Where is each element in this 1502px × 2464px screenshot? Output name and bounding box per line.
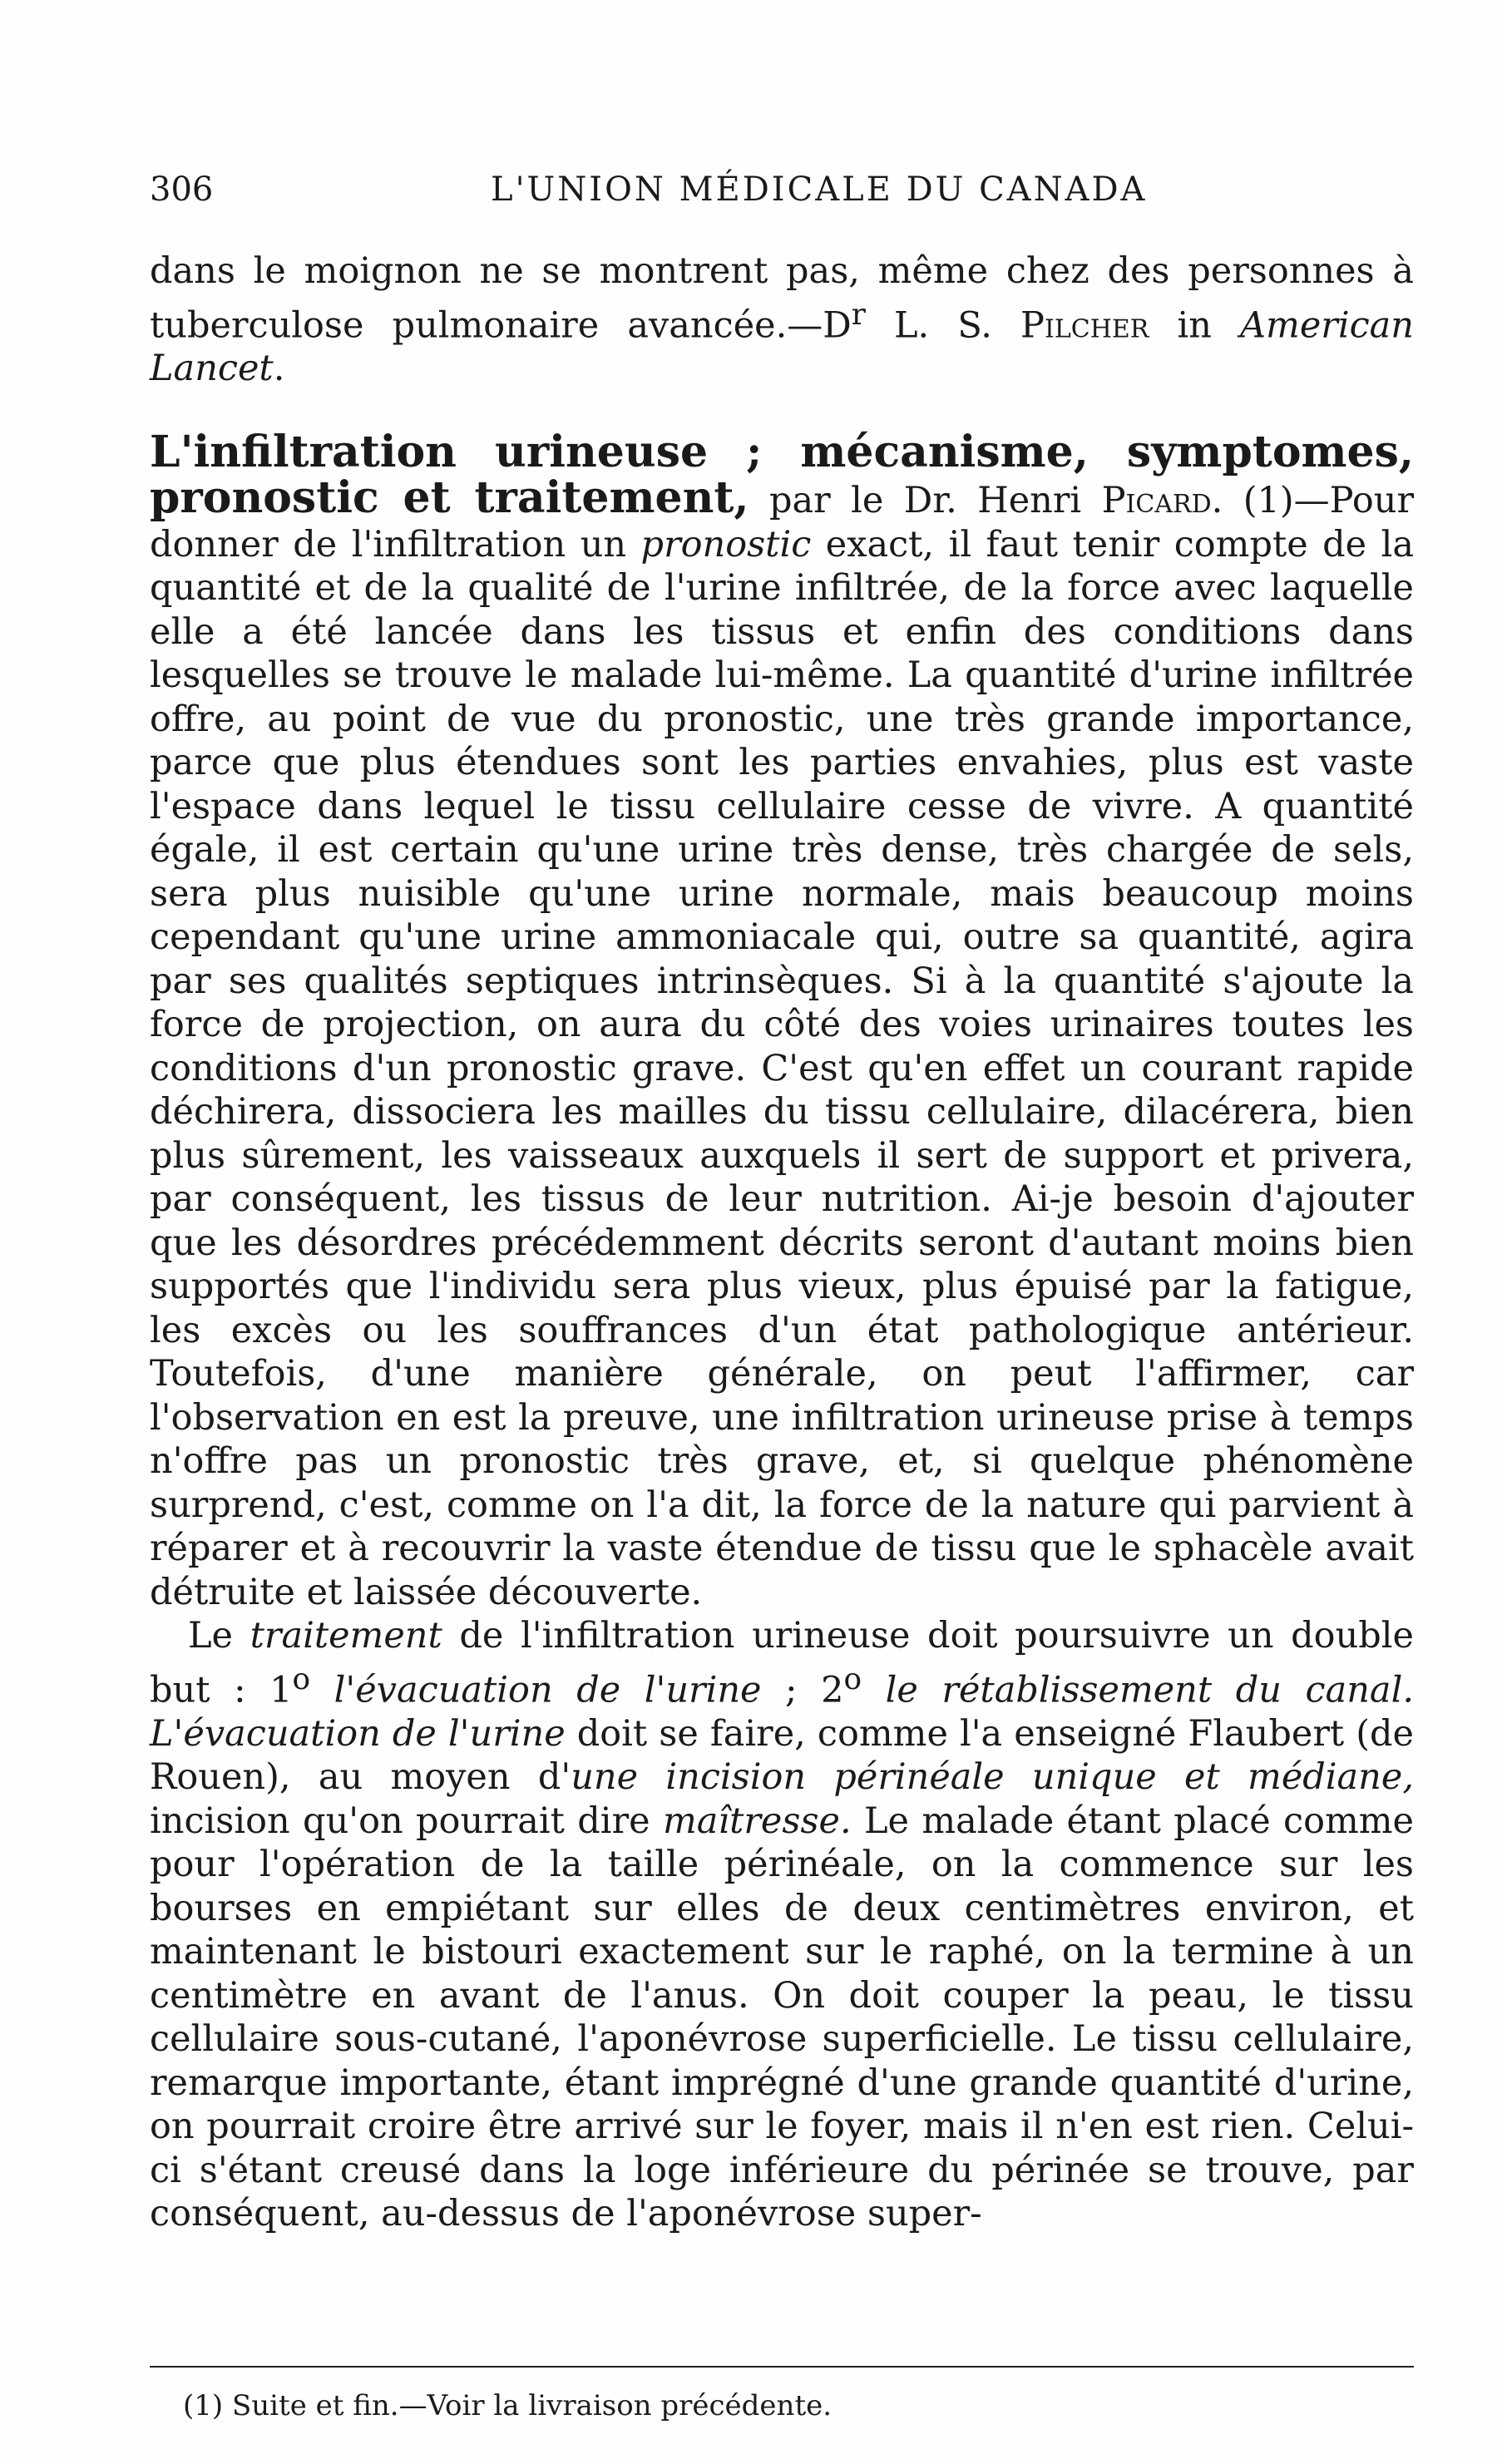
body-text <box>150 249 1414 2236</box>
paragraph-continuation <box>150 249 1414 391</box>
page-number: 306 <box>150 170 214 209</box>
paragraph3-em2: l'évacuation de l'urine <box>334 1669 762 1711</box>
article-title: L'infiltration urineuse ; mécanisme, symptomes, pronostic et traitement, <box>150 426 1414 524</box>
paragraph2-em1: pronostic <box>640 523 812 565</box>
paragraph3-text2: de l'infiltration urineuse doit poursuivre un double but : 1 <box>150 1615 1414 1711</box>
doctor-abbrev-sup: r <box>851 297 866 332</box>
author-pilcher: Pilcher <box>1020 304 1149 346</box>
paragraph3-em5: une incision périnéale unique et médiane, <box>571 1756 1414 1799</box>
paragraph1-text2: L. S. <box>865 304 1021 346</box>
paragraph3-text1: Le <box>188 1615 250 1657</box>
paragraph3-em4: L'évacuation de l'urine <box>150 1712 566 1755</box>
paragraph2-text3: exact, il faut tenir compte de la quantité et de la qualité de l'urine infiltrée, de la force avec laquelle elle a été lancée dans les tissus et enfin des conditions dans lesquelles se trouve le malade lui-même. La quantité d'urine infiltrée offre, au point de vue du pronostic, une très grande importance, parce que plus étendues sont les parties envahies, plus est vaste l'espace dans lequel le tissu cellulaire cesse de vivre. A quantité égale, il est certain qu'une urine très dense, très chargée de sels, sera plus nuisible qu'une urine normale, mais beaucoup moins cependant qu'une urine ammoniacale qui, outre sa quantité, agira par ses qualités septiques intrinsèques. Si à la quantité s'ajoute la force de projection, on aura du côté des voies urinaires toutes les conditions d'un pronostic grave. C'est qu'en effet un courant rapide déchirera, dissociera les mailles du tissu cellulaire, dilacérera, bien plus sûrement, les vaisseaux auxquels il sert de support et privera, par conséquent, les tissus de leur nutrition. Ai-je besoin d'ajouter que les désordres précédemment décrits seront d'autant moins bien supportés que l'individu sera plus vieux, plus épuisé par la fatigue, les excès ou les souffrances d'un état pathologique antérieur. Toutefois, d'une manière générale, on peut l'affirmer, car l'observation en est la preuve, une infiltration urineuse prise à temps n'offre pas un pronostic très grave, et, si quelque phénomène surprend, c'est, comme on l'a dit, la force de la nature qui parvient à réparer et à recouvrir la vaste étendue de tissu que le sphacèle avait détruite et laissée découverte. <box>150 523 1414 1613</box>
paragraph3-text8: incision qu'on pourrait dire <box>150 1800 663 1842</box>
paragraph3-text5 <box>862 1669 886 1711</box>
author-picard: Picard <box>1101 480 1212 522</box>
paragraph3-em3: le rétablissement du canal. <box>885 1669 1414 1711</box>
paragraph1-text3: in <box>1149 304 1240 346</box>
source-journal: American Lancet <box>150 304 1414 390</box>
paragraph1-text4: . <box>273 348 285 390</box>
journal-title: L'UNION MÉDICALE DU CANADA <box>491 170 1148 209</box>
paragraph3-text4: ; 2 <box>761 1669 844 1711</box>
footnote: (1) Suite et fin.—Voir la livraison précédente. <box>183 2389 833 2422</box>
paragraph3-text7: doit se faire, comme l'a enseigné Flaubert (de Rouen), au moyen d' <box>150 1712 1414 1799</box>
footnote-divider <box>150 2366 1414 2368</box>
paragraph1-text1: dans le moignon ne se montrent pas, même chez des personnes à tuberculose pulmonaire avancée.—D <box>150 250 1414 346</box>
paragraph3-text3 <box>310 1669 334 1711</box>
paragraph3-text9: Le malade étant placé comme pour l'opération de la taille périnéale, on la commence sur les bourses en empiétant sur elles de deux centimètres environ, et maintenant le bistouri exactement sur le raphé, on la termine à un centimètre en avant de l'anus. On doit couper la peau, le tissu cellulaire sous-cutané, l'aponévrose superficielle. Le tissu cellulaire, remarque importante, étant imprégné d'une grande quantité d'urine, on pourrait croire être arrivé sur le foyer, mais il n'en est rien. Celui-ci s'étant creusé dans la loge inférieure du périnée se trouve, par conséquent, au-dessus de l'aponévrose super- <box>150 1800 1414 2235</box>
article-paragraph <box>150 426 1415 1615</box>
paragraph3-em1: traitement <box>250 1615 442 1657</box>
paragraph3-em6: maîtresse. <box>662 1800 852 1842</box>
running-head <box>150 165 1414 215</box>
paragraph2-text1: par le Dr. Henri <box>749 480 1102 522</box>
paragraph2-text2: . (1)—Pour donner de l'infiltration un <box>150 480 1415 565</box>
ordinal-second-sup: o <box>843 1662 862 1696</box>
treatment-paragraph <box>150 1614 1414 2235</box>
ordinal-first-sup: o <box>292 1662 311 1696</box>
